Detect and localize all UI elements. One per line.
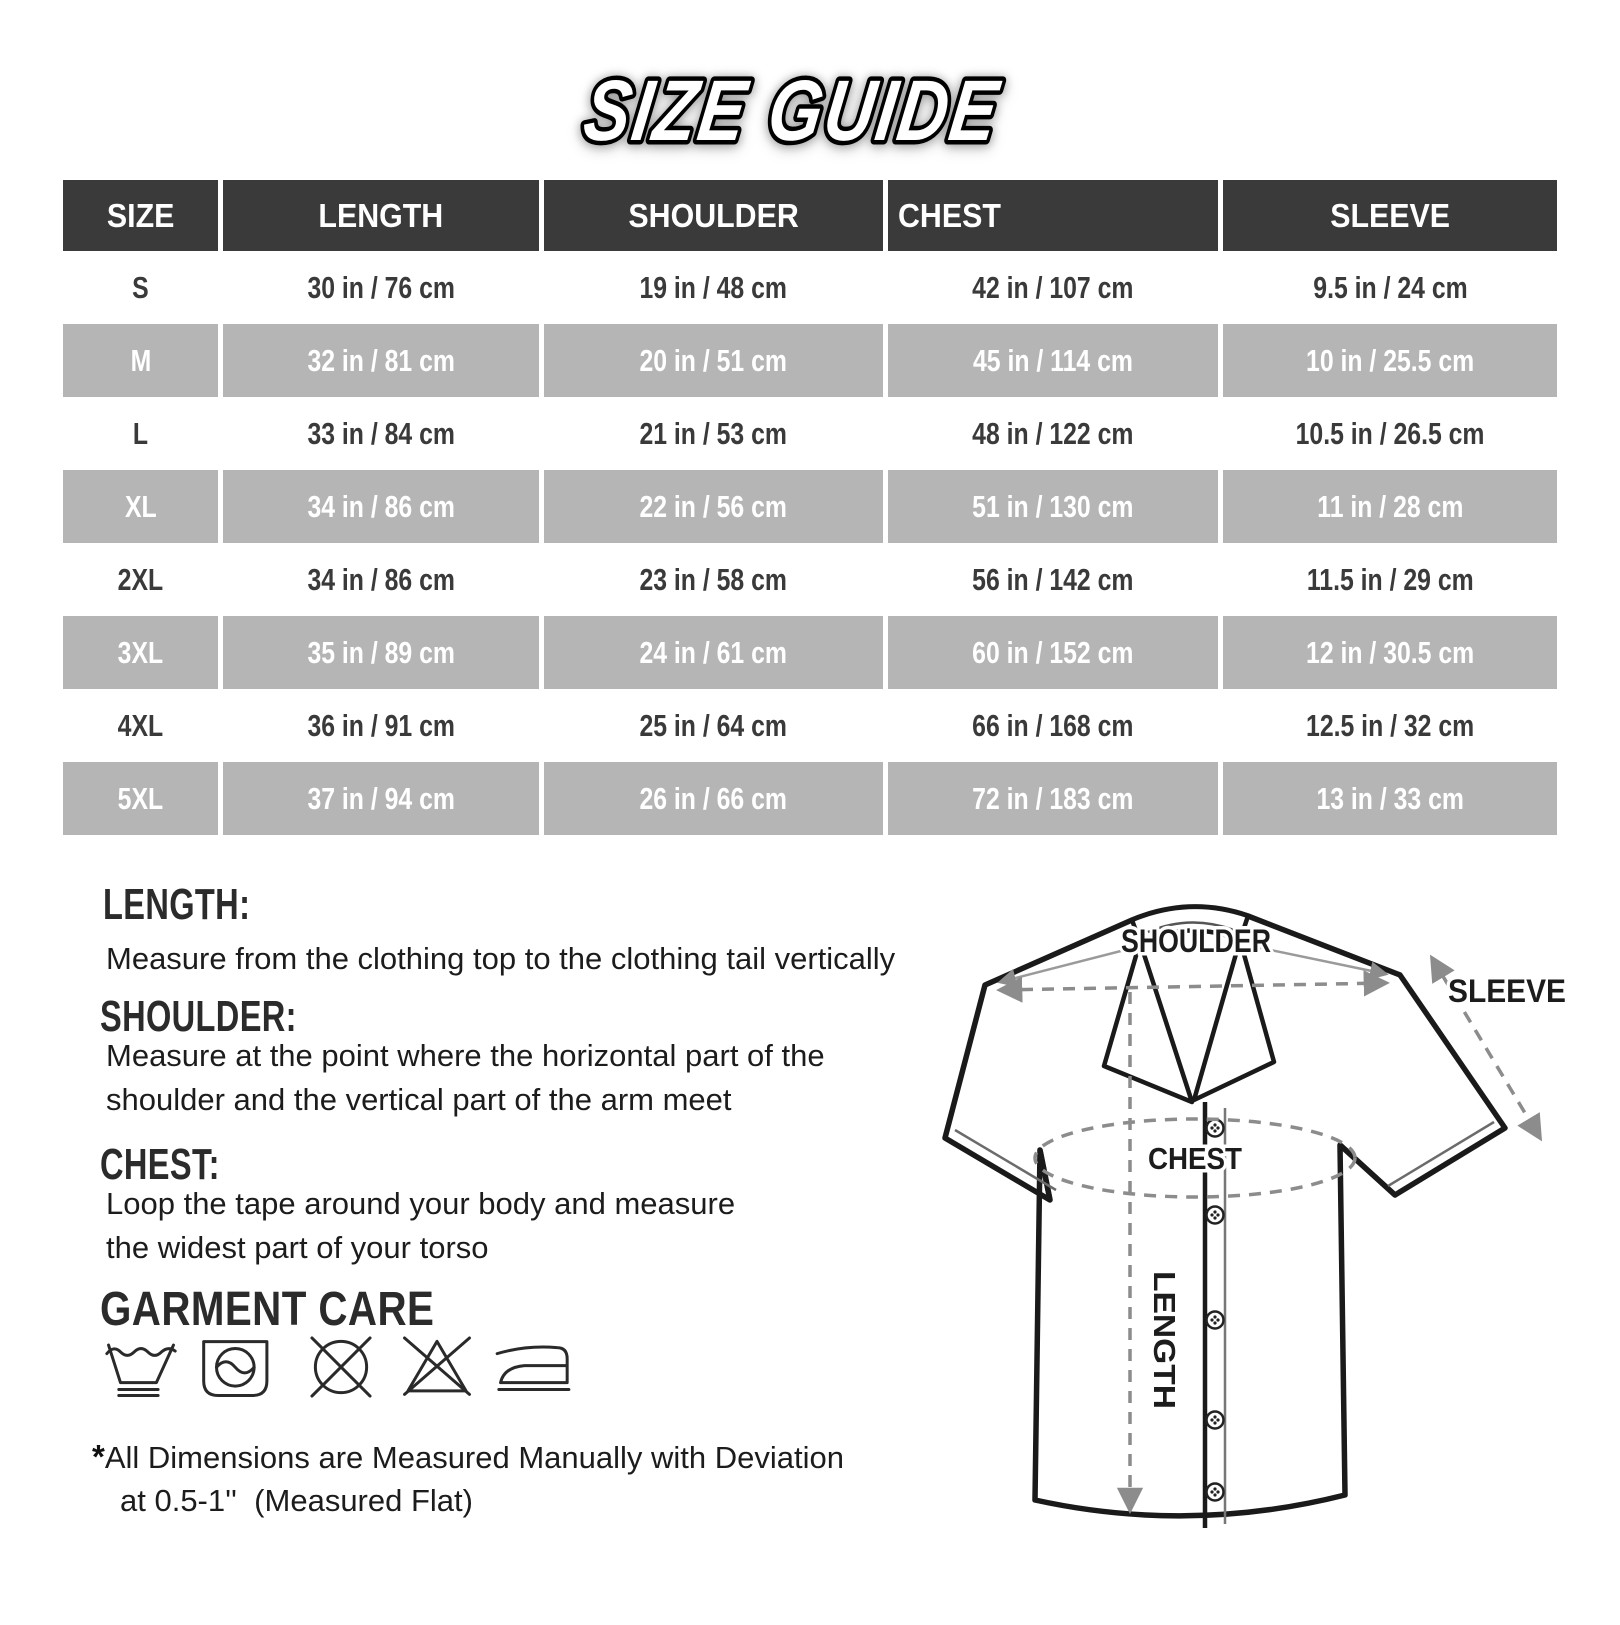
chest-cell: 72 in / 183 cm (888, 762, 1218, 835)
chest-cell: 56 in / 142 cm (888, 543, 1218, 616)
length-cell: 35 in / 89 cm (223, 616, 539, 689)
length-cell: 32 in / 81 cm (223, 324, 539, 397)
chest-description-line1: Loop the tape around your body and measure (106, 1186, 736, 1221)
table-row-xl (63, 470, 1557, 543)
header-length: LENGTH (223, 180, 539, 251)
length-cell: 33 in / 84 cm (223, 397, 539, 470)
chest-cell: 45 in / 114 cm (888, 324, 1218, 397)
shoulder-cell: 22 in / 56 cm (544, 470, 883, 543)
shoulder-description-line1: Measure at the point where the horizontal part of the (106, 1038, 825, 1073)
size-cell: 4XL (63, 689, 218, 762)
size-cell: M (63, 324, 218, 397)
page-title (0, 38, 1620, 168)
chest-cell: 60 in / 152 cm (888, 616, 1218, 689)
shirt-measurement-diagram (908, 870, 1598, 1620)
shoulder-cell: 20 in / 51 cm (544, 324, 883, 397)
shoulder-cell: 23 in / 58 cm (544, 543, 883, 616)
diagram-sleeve-label: SLEEVE (1448, 973, 1566, 1009)
header-size: SIZE (63, 180, 218, 251)
length-description: Measure from the clothing top to the clothing tail vertically (106, 941, 896, 976)
table-row-2xl (63, 543, 1557, 616)
table-row-l (63, 397, 1557, 470)
diagram-length-label: LENGTH (1147, 1271, 1182, 1399)
shoulder-cell: 24 in / 61 cm (544, 616, 883, 689)
sleeve-cell: 12.5 in / 32 cm (1223, 689, 1557, 762)
do-not-bleach-icon (396, 1330, 478, 1404)
length-cell: 36 in / 91 cm (223, 689, 539, 762)
table-row-m (63, 324, 1557, 397)
diagram-chest-label: CHEST (1148, 1141, 1243, 1176)
sleeve-cell: 13 in / 33 cm (1223, 762, 1557, 835)
table-row-4xl (63, 689, 1557, 762)
footnote-line1: *All Dimensions are Measured Manually with Deviation (92, 1438, 844, 1475)
size-cell: S (63, 251, 218, 324)
size-cell: 5XL (63, 762, 218, 835)
size-cell: 3XL (63, 616, 218, 689)
shoulder-cell: 26 in / 66 cm (544, 762, 883, 835)
diagram-shoulder-label: SHOULDER (1121, 923, 1271, 959)
length-cell: 30 in / 76 cm (223, 251, 539, 324)
shirt-art (908, 870, 1598, 1620)
size-table (63, 180, 1557, 835)
length-cell: 37 in / 94 cm (223, 762, 539, 835)
table-row-5xl (63, 762, 1557, 835)
chest-cell: 48 in / 122 cm (888, 397, 1218, 470)
footnote-asterisk: * (92, 1438, 105, 1475)
sleeve-cell: 10 in / 25.5 cm (1223, 324, 1557, 397)
machine-wash-gentle-icon (100, 1332, 182, 1406)
title-art (0, 38, 1620, 168)
iron-low-icon (492, 1332, 574, 1406)
length-heading: LENGTH: (103, 880, 251, 929)
sleeve-cell: 11.5 in / 29 cm (1223, 543, 1557, 616)
sleeve-cell: 11 in / 28 cm (1223, 470, 1557, 543)
size-cell: L (63, 397, 218, 470)
header-shoulder: SHOULDER (544, 180, 883, 251)
table-header-row (63, 180, 1557, 251)
chest-heading: CHEST: (100, 1140, 220, 1189)
shoulder-cell: 19 in / 48 cm (544, 251, 883, 324)
chest-description-line2: the widest part of your torso (106, 1230, 489, 1265)
shoulder-heading: SHOULDER: (100, 992, 297, 1041)
sleeve-cell: 10.5 in / 26.5 cm (1223, 397, 1557, 470)
header-chest: CHEST (888, 180, 1218, 251)
footnote-line2: at 0.5-1'' (Measured Flat) (120, 1483, 473, 1518)
size-cell: 2XL (63, 543, 218, 616)
table-row-3xl (63, 616, 1557, 689)
chest-cell: 42 in / 107 cm (888, 251, 1218, 324)
shoulder-cell: 25 in / 64 cm (544, 689, 883, 762)
garment-care-heading: GARMENT CARE (100, 1283, 435, 1336)
shoulder-description-line2: shoulder and the vertical part of the arm meet (106, 1082, 732, 1117)
header-sleeve: SLEEVE (1223, 180, 1557, 251)
size-cell: XL (63, 470, 218, 543)
title-text: SIZE GUIDE (578, 62, 1006, 159)
length-cell: 34 in / 86 cm (223, 543, 539, 616)
chest-cell: 51 in / 130 cm (888, 470, 1218, 543)
gentle-cycle-icon (196, 1332, 278, 1406)
chest-cell: 66 in / 168 cm (888, 689, 1218, 762)
do-not-dry-clean-icon (300, 1330, 382, 1404)
table-row-s (63, 251, 1557, 324)
length-cell: 34 in / 86 cm (223, 470, 539, 543)
shoulder-cell: 21 in / 53 cm (544, 397, 883, 470)
sleeve-cell: 12 in / 30.5 cm (1223, 616, 1557, 689)
sleeve-cell: 9.5 in / 24 cm (1223, 251, 1557, 324)
